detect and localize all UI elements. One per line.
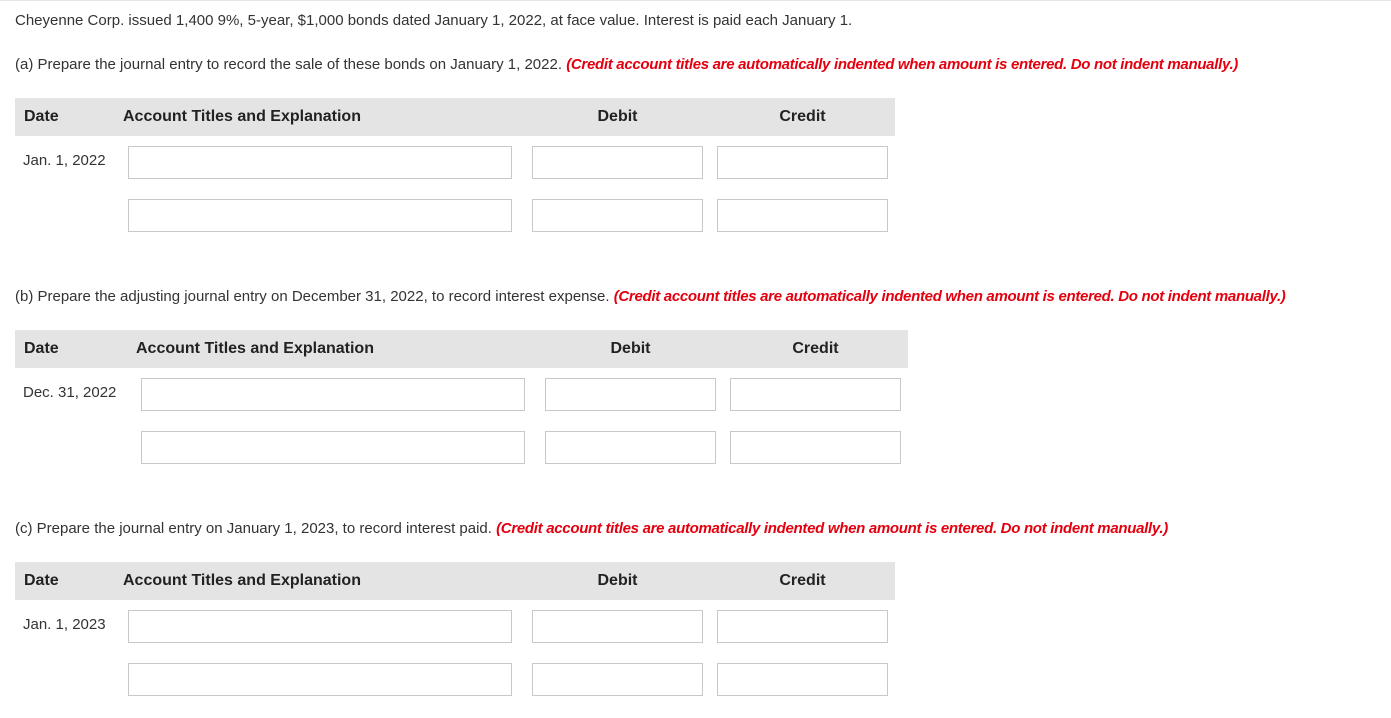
debit-input[interactable]: [545, 378, 716, 411]
entry-date: Jan. 1, 2022: [23, 152, 106, 169]
credit-input[interactable]: [730, 431, 901, 464]
question-c-prompt: (c) Prepare the journal entry on January 1, 2023, to record interest paid.: [15, 520, 492, 537]
debit-column-header: Debit: [597, 572, 638, 589]
debit-column-header: Debit: [597, 108, 638, 125]
account-title-input[interactable]: [128, 663, 512, 696]
account-column-header: Account Titles and Explanation: [123, 572, 361, 589]
journal-row: [15, 421, 908, 474]
question-c-instruction: (Credit account titles are automatically indented when amount is entered. Do not indent manually.): [496, 520, 1168, 537]
question-a-instruction: (Credit account titles are automatically indented when amount is entered. Do not indent manually.): [566, 56, 1239, 73]
journal-row: [15, 600, 895, 653]
journal-table-b: [15, 330, 908, 474]
question-b-instruction: (Credit account titles are automatically indented when amount is entered. Do not indent manually.): [613, 288, 1286, 305]
date-column-header: Date: [24, 572, 59, 589]
entry-date: Jan. 1, 2023: [23, 616, 106, 633]
journal-row: [15, 136, 895, 189]
date-column-header: Date: [24, 108, 59, 125]
question-b: [15, 288, 1286, 306]
top-divider: [0, 0, 1391, 1]
journal-table-a: [15, 98, 895, 242]
debit-input[interactable]: [532, 610, 703, 643]
account-title-input[interactable]: [128, 146, 512, 179]
question-c: [15, 520, 1168, 538]
account-title-input[interactable]: [128, 610, 512, 643]
date-column-header: Date: [24, 340, 59, 357]
debit-input[interactable]: [545, 431, 716, 464]
credit-column-header: Credit: [779, 572, 826, 589]
journal-header: [15, 330, 908, 368]
debit-column-header: Debit: [610, 340, 651, 357]
journal-header: [15, 562, 895, 600]
journal-header: [15, 98, 895, 136]
question-a: [15, 56, 1238, 74]
question-b-prompt: (b) Prepare the adjusting journal entry on December 31, 2022, to record interest expense.: [15, 288, 610, 305]
credit-column-header: Credit: [792, 340, 839, 357]
account-title-input[interactable]: [128, 199, 512, 232]
journal-row: [15, 189, 895, 242]
credit-input[interactable]: [730, 378, 901, 411]
debit-input[interactable]: [532, 663, 703, 696]
account-title-input[interactable]: [141, 431, 525, 464]
account-column-header: Account Titles and Explanation: [123, 108, 361, 125]
question-a-prompt: (a) Prepare the journal entry to record the sale of these bonds on January 1, 2022.: [15, 56, 563, 73]
journal-table-c: [15, 562, 895, 706]
debit-input[interactable]: [532, 199, 703, 232]
account-column-header: Account Titles and Explanation: [136, 340, 374, 357]
credit-input[interactable]: [717, 663, 888, 696]
problem-statement: Cheyenne Corp. issued 1,400 9%, 5-year, $1,000 bonds dated January 1, 2022, at face value. Interest is paid each January 1.: [15, 12, 853, 29]
credit-column-header: Credit: [779, 108, 826, 125]
credit-input[interactable]: [717, 146, 888, 179]
credit-input[interactable]: [717, 199, 888, 232]
account-title-input[interactable]: [141, 378, 525, 411]
debit-input[interactable]: [532, 146, 703, 179]
entry-date: Dec. 31, 2022: [23, 384, 117, 401]
journal-row: [15, 653, 895, 706]
journal-row: [15, 368, 908, 421]
credit-input[interactable]: [717, 610, 888, 643]
